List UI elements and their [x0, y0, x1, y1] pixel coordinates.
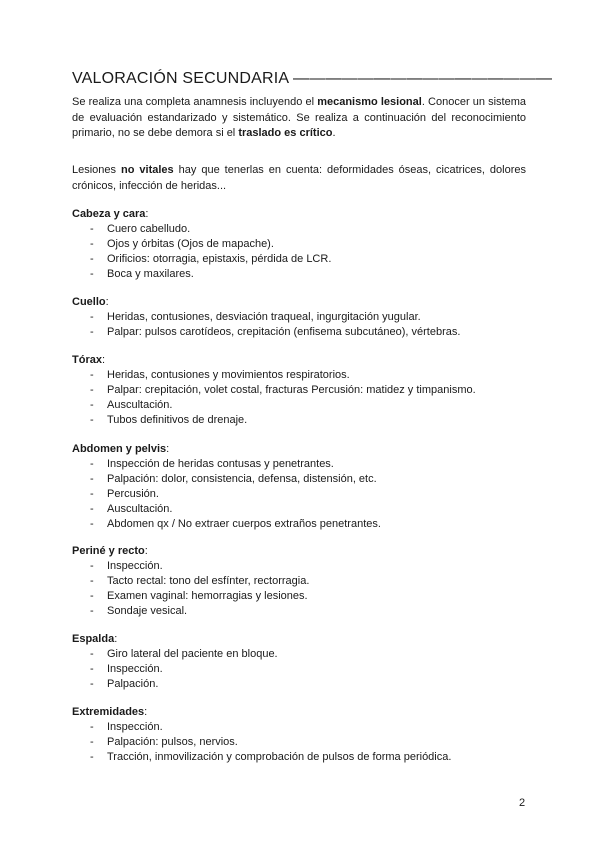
bullet-dash: - [90, 399, 94, 411]
section-heading-label: Extremidades [72, 706, 145, 718]
section-heading-colon: : [105, 296, 109, 308]
list-item-text: Palpar: pulsos carotídeos, crepitación (enfisema subcutáneo), vértebras. [107, 326, 461, 338]
section-list [72, 457, 532, 532]
section-abdomen-pelvis [72, 442, 532, 532]
list-item [72, 457, 532, 472]
list-item [72, 517, 532, 532]
list-item-text: Tubos definitivos de drenaje. [107, 414, 248, 426]
list-item [72, 559, 532, 574]
nonvital-bold: no vitales [121, 164, 174, 176]
bullet-dash: - [90, 326, 94, 338]
section-heading [72, 207, 532, 222]
list-item [72, 222, 532, 237]
intro-bold-transfer: traslado es crítico [238, 127, 333, 139]
section-heading [72, 705, 532, 720]
section-heading-label: Tórax [72, 354, 102, 366]
intro-text-2: . Conocer un sistema de evaluación estandarizado y sistemático. Se realiza a continuación del reconocimiento primario, no se debe demora si el [72, 96, 527, 139]
list-item [72, 368, 532, 383]
section-heading-colon: : [166, 443, 170, 455]
list-item-text: Heridas, contusiones, desviación traqueal, ingurgitación yugular. [107, 311, 421, 323]
bullet-dash: - [90, 414, 94, 426]
list-item [72, 487, 532, 502]
list-item-text: Sondaje vesical. [107, 605, 188, 617]
list-item [72, 252, 532, 267]
section-heading-label: Abdomen y pelvis [72, 443, 167, 455]
list-item-text: Cuero cabelludo. [107, 223, 191, 235]
list-item [72, 589, 532, 604]
section-heading-colon: : [145, 208, 149, 220]
section-heading-label: Espalda [72, 633, 115, 645]
section-heading [72, 442, 532, 457]
section-heading [72, 353, 532, 368]
list-item-text: Palpación. [107, 678, 159, 690]
list-item-text: Auscultación. [107, 399, 173, 411]
section-list [72, 368, 532, 428]
bullet-dash: - [90, 268, 94, 280]
list-item-text: Inspección. [107, 721, 163, 733]
section-cabeza-cara [72, 207, 532, 282]
list-item-text: Auscultación. [107, 503, 173, 515]
bullet-dash: - [90, 575, 94, 587]
list-item-text: Orificios: otorragia, epistaxis, pérdida de LCR. [107, 253, 332, 265]
list-item [72, 267, 532, 282]
bullet-dash: - [90, 590, 94, 602]
list-item [72, 398, 532, 413]
section-heading-colon: : [114, 633, 118, 645]
list-item-text: Tracción, inmovilización y comprobación de pulsos de forma periódica. [107, 751, 452, 763]
list-item-text: Abdomen qx / No extraer cuerpos extraños penetrantes. [107, 518, 381, 530]
list-item-text: Boca y maxilares. [107, 268, 194, 280]
section-heading [72, 544, 532, 559]
bullet-dash: - [90, 369, 94, 381]
bullet-dash: - [90, 663, 94, 675]
bullet-dash: - [90, 560, 94, 572]
section-heading-colon: : [144, 706, 148, 718]
list-item [72, 604, 532, 619]
list-item-text: Inspección de heridas contusas y penetrantes. [107, 458, 334, 470]
list-item-text: Ojos y órbitas (Ojos de mapache). [107, 238, 274, 250]
section-extremidades [72, 705, 532, 765]
list-item-text: Inspección. [107, 663, 163, 675]
section-heading [72, 632, 532, 647]
section-list [72, 222, 532, 282]
intro-text-1: Se realiza una completa anamnesis incluyendo el [72, 96, 318, 108]
list-item [72, 574, 532, 589]
list-item [72, 662, 532, 677]
section-heading-label: Cabeza y cara [72, 208, 146, 220]
list-item [72, 677, 532, 692]
bullet-dash: - [90, 503, 94, 515]
section-torax [72, 353, 532, 428]
bullet-dash: - [90, 488, 94, 500]
list-item [72, 750, 532, 765]
page-number: 2 [519, 797, 526, 809]
bullet-dash: - [90, 678, 94, 690]
list-item-text: Palpar: crepitación, volet costal, fracturas Percusión: matidez y timpanismo. [107, 384, 476, 396]
list-item [72, 325, 532, 340]
bullet-dash: - [90, 384, 94, 396]
section-heading-label: Cuello [72, 296, 106, 308]
list-item-text: Inspección. [107, 560, 163, 572]
intro-bold-mechanism: mecanismo lesional [317, 96, 422, 108]
list-item-text: Tacto rectal: tono del esfínter, rectorragia. [107, 575, 310, 587]
bullet-dash: - [90, 311, 94, 323]
section-list [72, 720, 532, 765]
list-item [72, 383, 532, 398]
section-perine-recto [72, 544, 532, 619]
nonvital-text-2: hay que tenerlas en cuenta: deformidades óseas, cicatrices, dolores crónicos, infección de heridas... [72, 164, 526, 192]
bullet-dash: - [90, 238, 94, 250]
bullet-dash: - [90, 253, 94, 265]
section-list [72, 647, 532, 692]
bullet-dash: - [90, 458, 94, 470]
bullet-dash: - [90, 721, 94, 733]
list-item [72, 735, 532, 750]
list-item [72, 647, 532, 662]
section-list [72, 310, 532, 340]
bullet-dash: - [90, 223, 94, 235]
list-item [72, 720, 532, 735]
section-heading-colon: : [101, 354, 106, 366]
bullet-dash: - [90, 605, 94, 617]
list-item [72, 237, 532, 252]
section-heading-label: Periné y recto [72, 545, 145, 557]
section-espalda [72, 632, 532, 692]
list-item-text: Palpación: pulsos, nervios. [107, 736, 238, 748]
list-item [72, 310, 532, 325]
list-item-text: Palpación: dolor, consistencia, defensa, distensión, etc. [107, 473, 377, 485]
intro-text-3: . [332, 127, 336, 139]
list-item-text: Examen vaginal: hemorragias y lesiones. [107, 590, 308, 602]
nonvital-text-1: Lesiones [72, 164, 122, 176]
bullet-dash: - [90, 751, 94, 763]
page-title: VALORACIÓN SECUNDARIA ———————————————— [72, 70, 553, 87]
section-heading [72, 295, 532, 310]
section-cuello [72, 295, 532, 340]
section-heading-colon: : [144, 545, 148, 557]
bullet-dash: - [90, 473, 94, 485]
bullet-dash: - [90, 648, 94, 660]
list-item [72, 413, 532, 428]
nonvital-paragraph [72, 163, 526, 194]
list-item-text: Percusión. [107, 488, 159, 500]
bullet-dash: - [90, 518, 94, 530]
list-item-text: Heridas, contusiones y movimientos respiratorios. [107, 369, 350, 381]
bullet-dash: - [90, 736, 94, 748]
list-item-text: Giro lateral del paciente en bloque. [107, 648, 278, 660]
list-item [72, 472, 532, 487]
list-item [72, 502, 532, 517]
section-list [72, 559, 532, 619]
intro-paragraph [72, 95, 526, 142]
